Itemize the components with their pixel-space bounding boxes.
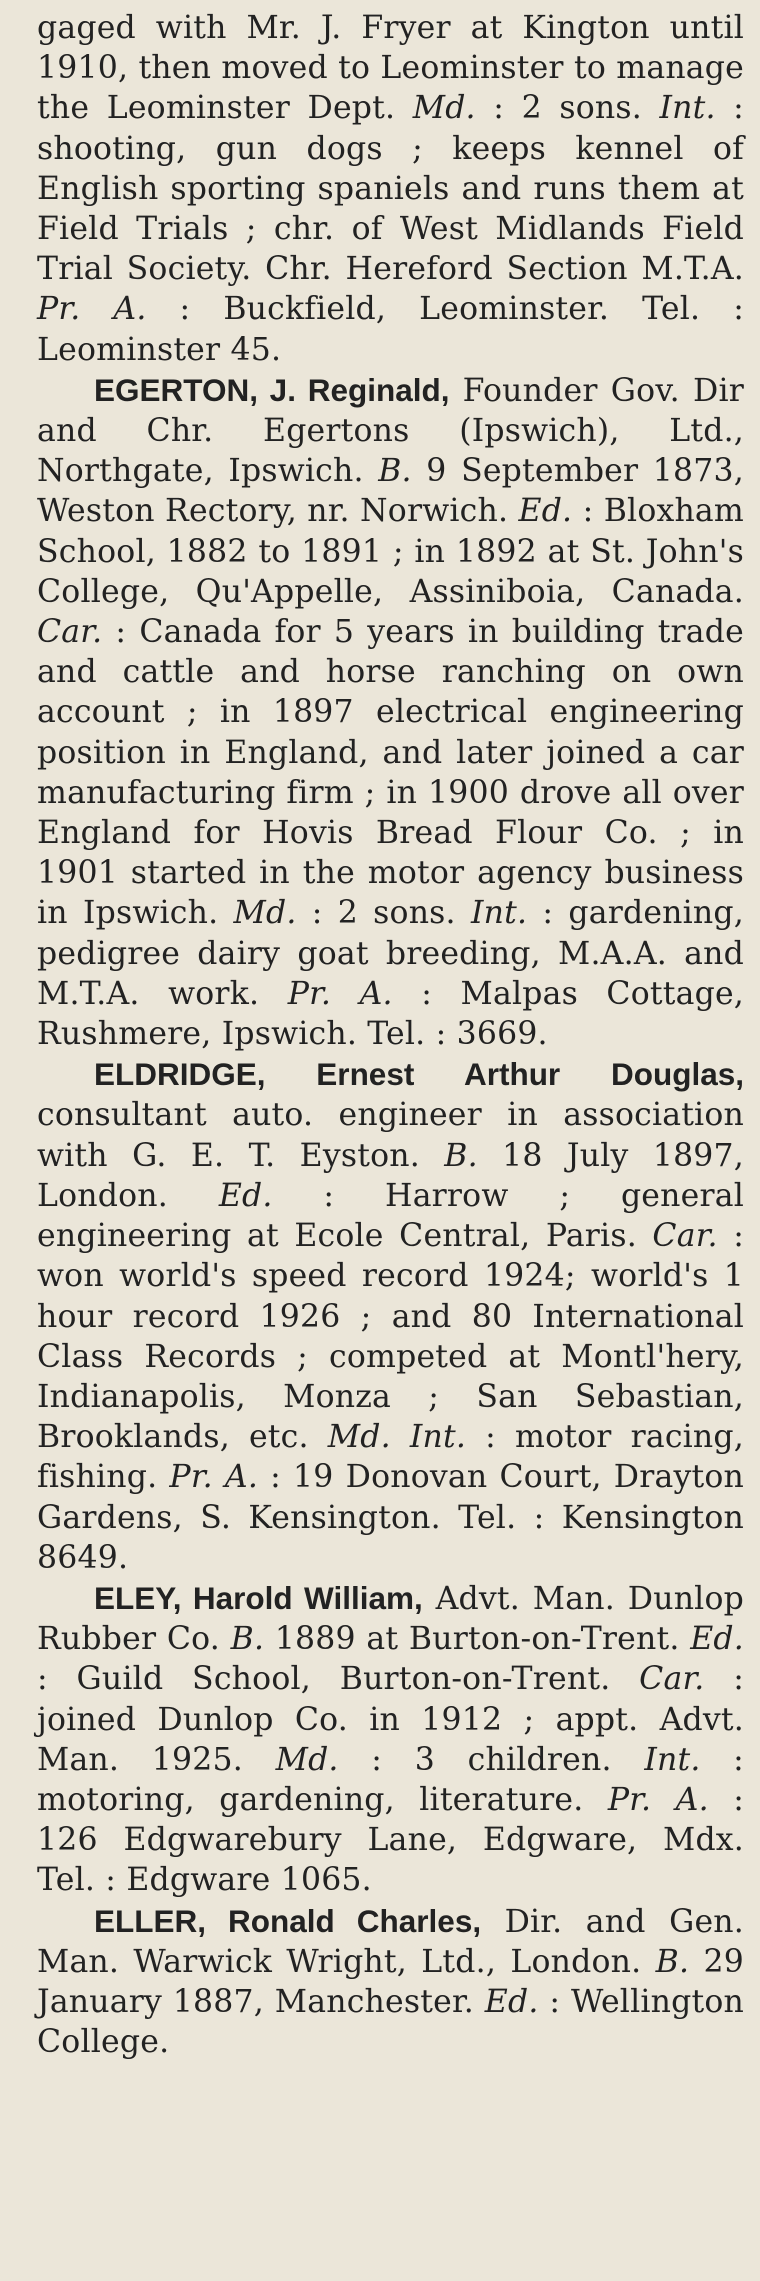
entry-name: EGERTON, J. Reginald, <box>94 371 450 408</box>
born-abbrev: B. <box>655 1943 690 1980</box>
career-abbrev: Car. <box>37 614 103 651</box>
private-address-abbrev: Pr. A. <box>287 975 393 1012</box>
entry-text: ELDRIDGE, Ernest Arthur Douglas, consultant auto. engineer in association with G. E. T. Eyston. B. 18 July 1897, London. Ed. : Harrow ; general engineering at Ecole Central, Paris. Car. : won world's speed record 1924; world's 1 hour record 1926 ; and 80 International Class Records ; competed at Montl'hery, Indianapolis, Monza ; San Sebastian, Brooklands, etc. Md. Int. : motor racing, fishing. Pr. A. : 19 Donovan Court, Drayton Gardens, S. Kensington. Tel. : Kensington 8649. <box>37 1056 745 1576</box>
education-abbrev: Ed. <box>518 493 573 530</box>
married-abbrev: Md. <box>233 895 297 932</box>
entry-text: ELEY, Harold William, Advt. Man. Dunlop Rubber Co. B. 1889 at Burton-on-Trent. Ed. : Guild School, Burton-on-Trent. Car. : joined Dunlop Co. in 1912 ; appt. Advt. Man. 1925. Md. : 3 children. Int. : motoring, gardening, literature. Pr. A. : 126 Edgwarebury Lane, Edgware, Mdx. Tel. : Edgware 1065. <box>37 1579 745 1899</box>
entry-name: ELDRIDGE, Ernest Arthur Douglas, <box>94 1056 744 1093</box>
entry-text: gaged with Mr. J. Fryer at Kington until 1910, then moved to Leominster to manage the Leominster Dept. Md. : 2 sons. Int. : shooting, gun dogs ; keeps kennel of English sporting spaniels and runs them at Field Trials ; chr. of West Midlands Field Trial Society. Chr. Hereford Section M.T.A. Pr. A. : Buckfield, Leominster. Tel. : Leominster 45. <box>37 10 745 368</box>
entry-eley <box>37 1578 744 1901</box>
married-abbrev: Md. <box>327 1419 391 1456</box>
entry-name: ELEY, Harold William, <box>94 1579 423 1616</box>
entry-eller <box>37 1901 744 2063</box>
entry-text: ELLER, Ronald Charles, Dir. and Gen. Man. Warwick Wright, Ltd., London. B. 29 January 1887, Manchester. Ed. : Wellington College. <box>37 1902 744 2061</box>
entry-text: EGERTON, J. Reginald, Founder Gov. Dir and Chr. Egertons (Ipswich), Ltd., Northgate, Ipswich. B. 9 September 1873, Weston Rectory, nr. Norwich. Ed. : Bloxham School, 1882 to 1891 ; in 1892 at St. John's College, Qu'Appelle, Assiniboia, Canada. Car. : Canada for 5 years in building trade and cattle and horse ranching on own account ; in 1897 electrical engineering position in England, and later joined a car manufacturing firm ; in 1900 drove all over England for Hovis Bread Flour Co. ; in 1901 started in the motor agency business in Ipswich. Md. : 2 sons. Int. : gardening, pedigree dairy goat breeding, M.A.A. and M.T.A. work. Pr. A. : Malpas Cottage, Rushmere, Ipswich. Tel. : 3669. <box>37 371 745 1053</box>
private-address-abbrev: Pr. A. <box>37 291 147 328</box>
interests-abbrev: Int. <box>659 90 716 127</box>
born-abbrev: B. <box>230 1621 265 1658</box>
entry-continuation <box>37 8 744 370</box>
interests-abbrev: Int. <box>644 1741 701 1778</box>
born-abbrev: B. <box>444 1137 478 1174</box>
career-abbrev: Car. <box>652 1218 718 1255</box>
married-abbrev: Md. <box>275 1741 339 1778</box>
entry-egerton <box>37 370 744 1054</box>
married-abbrev: Md. <box>412 90 476 127</box>
career-abbrev: Car. <box>639 1661 705 1698</box>
education-abbrev: Ed. <box>690 1621 744 1658</box>
education-abbrev: Ed. <box>218 1177 273 1214</box>
interests-abbrev: Int. <box>470 895 528 932</box>
interests-abbrev: Int. <box>409 1419 467 1456</box>
entry-eldridge <box>37 1054 744 1578</box>
private-address-abbrev: Pr. A. <box>607 1781 709 1818</box>
born-abbrev: B. <box>378 453 412 490</box>
education-abbrev: Ed. <box>484 1983 539 2020</box>
entry-name: ELLER, Ronald Charles, <box>94 1902 482 1939</box>
private-address-abbrev: Pr. A. <box>169 1459 259 1496</box>
